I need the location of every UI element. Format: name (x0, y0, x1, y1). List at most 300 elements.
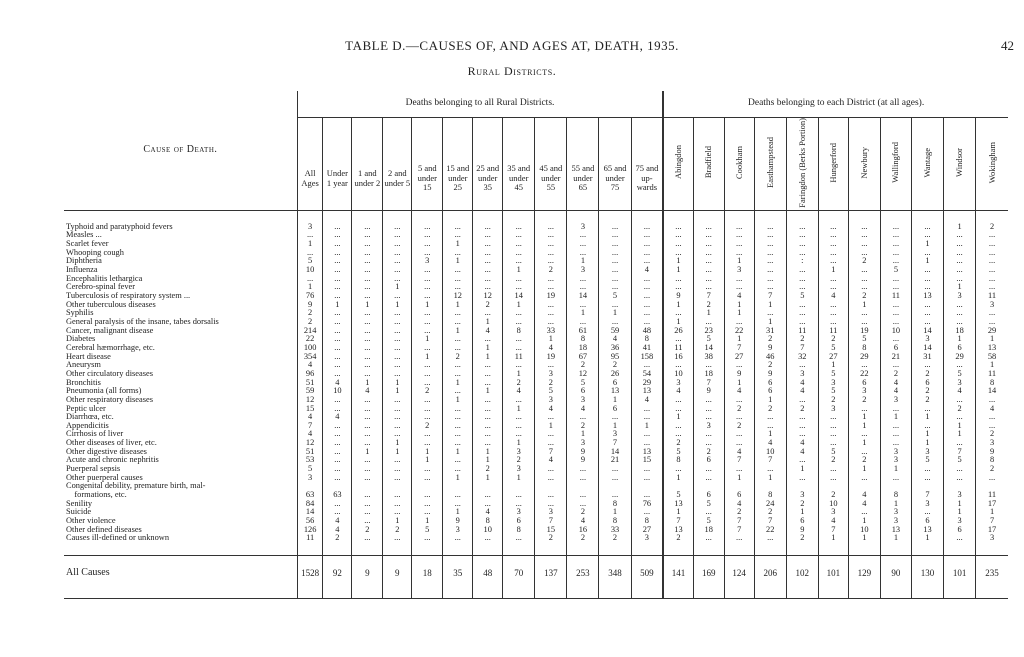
table-row (64, 430, 1008, 439)
table-cell: ... (880, 257, 911, 266)
table-cell: 13 (976, 344, 1008, 353)
table-cell: 3 (443, 526, 473, 535)
table-cell: 7 (754, 517, 786, 526)
table-cell: 1 (754, 396, 786, 405)
table-cell: ... (383, 223, 412, 232)
table-cell: 1 (383, 379, 412, 388)
table-cell: 24 (754, 500, 786, 509)
table-cell: ... (754, 534, 786, 543)
table-cell: 8 (599, 517, 631, 526)
table-cell: 2 (754, 361, 786, 370)
table-cell: 18 (693, 370, 724, 379)
table-cell: ... (473, 379, 503, 388)
table-cell: ... (911, 508, 943, 517)
table-cell: ... (443, 370, 473, 379)
table-cell: 7 (599, 439, 631, 448)
table-cell: 1 (599, 508, 631, 517)
table-cell: ... (631, 240, 663, 249)
table-cell: 2 (818, 335, 848, 344)
table-cell: 2 (818, 491, 848, 500)
spacer-cell (848, 543, 880, 556)
table-cell: 1 (412, 335, 443, 344)
table-cell: ... (754, 275, 786, 284)
table-cell: 2 (724, 422, 754, 431)
table-cell: ... (724, 275, 754, 284)
table-cell: 3 (911, 448, 943, 457)
table-cell: 12 (297, 439, 323, 448)
table-cell: 2 (323, 534, 352, 543)
table-cell: 2 (786, 534, 818, 543)
table-cell: ... (911, 301, 943, 310)
table-cell: ... (412, 396, 443, 405)
table-cell: 1 (443, 240, 473, 249)
table-cell: 1 (944, 422, 976, 431)
table-cell: 4 (323, 526, 352, 535)
table-cell: ... (503, 257, 535, 266)
table-cell: 56 (297, 517, 323, 526)
table-cell: 22 (754, 526, 786, 535)
table-cell: 29 (944, 353, 976, 362)
table-cell: 1 (724, 309, 754, 318)
table-cell: ... (818, 413, 848, 422)
table-cell: ... (412, 292, 443, 301)
table-cell: 1 (848, 465, 880, 474)
table-cell: 6 (944, 344, 976, 353)
table-cell: 21 (599, 456, 631, 465)
table-cell: 1 (503, 474, 535, 483)
table-cell: 4 (535, 405, 567, 414)
table-cell: ... (848, 240, 880, 249)
table-cell: ... (599, 491, 631, 500)
cause-label: Whooping cough (66, 248, 124, 257)
table-cell: 2 (911, 387, 943, 396)
spacer-cell (631, 210, 663, 223)
table-cell: ... (352, 534, 383, 543)
table-cell: 2 (724, 405, 754, 414)
table-cell: 8 (631, 335, 663, 344)
table-cell: ... (818, 249, 848, 258)
table-cell: 1 (848, 413, 880, 422)
table-cell: 3 (818, 405, 848, 414)
cause-label: Encephalitis lethargica (66, 274, 143, 283)
table-cell: ... (786, 430, 818, 439)
table-cell: 2 (412, 422, 443, 431)
table-cell: ... (383, 275, 412, 284)
table-cell: ... (880, 439, 911, 448)
table-cell: 9 (724, 370, 754, 379)
table-cell: ... (535, 491, 567, 500)
table-cell: 2 (976, 223, 1008, 232)
table-cell: 1 (443, 396, 473, 405)
cause-label: Cerebral hæmorrhage, etc. (66, 343, 155, 352)
table-cell: 1 (412, 353, 443, 362)
table-cell: ... (443, 283, 473, 292)
table-cell (412, 482, 443, 491)
table-cell: 2 (567, 508, 599, 517)
table-cell: 1 (724, 301, 754, 310)
table-cell: ... (473, 257, 503, 266)
table-cell: 5 (693, 335, 724, 344)
table-cell: ... (323, 500, 352, 509)
table-cell: ... (663, 309, 693, 318)
table-cell: 59 (297, 387, 323, 396)
table-cell: ... (412, 474, 443, 483)
table-cell: 2 (599, 534, 631, 543)
table-cell: ... (818, 257, 848, 266)
table-cell: ... (880, 301, 911, 310)
table-cell: ... (352, 318, 383, 327)
table-cell: 1 (724, 257, 754, 266)
table-cell: 1 (535, 422, 567, 431)
table-cell: ... (443, 422, 473, 431)
table-cell: ... (323, 361, 352, 370)
cause-label: Other respiratory diseases (66, 395, 153, 404)
table-cell: ... (352, 249, 383, 258)
table-row (64, 387, 1008, 396)
table-cell: 8 (567, 335, 599, 344)
table-row (64, 439, 1008, 448)
table-cell: 2 (535, 379, 567, 388)
table-cell: ... (724, 249, 754, 258)
table-cell: 8 (503, 526, 535, 535)
table-cell: ... (323, 439, 352, 448)
district-column-header: Bradfield (693, 117, 724, 210)
table-cell: 2 (693, 448, 724, 457)
table-cell: ... (503, 249, 535, 258)
cause-label: Congenital debility, premature birth, mal- (66, 482, 206, 491)
table-cell: ... (818, 301, 848, 310)
table-cell: 76 (631, 500, 663, 509)
spacer-cell (976, 210, 1008, 223)
table-cell: 4 (473, 508, 503, 517)
table-cell: 9 (693, 387, 724, 396)
table-cell: 3 (412, 257, 443, 266)
cause-label: General paralysis of the insane, tabes dorsalis (66, 317, 219, 326)
table-cell: ... (323, 275, 352, 284)
spacer-cell (724, 590, 754, 599)
table-cell: 35 (443, 556, 473, 591)
table-cell: 102 (786, 556, 818, 591)
table-cell: 2 (567, 361, 599, 370)
table-cell: 19 (535, 353, 567, 362)
table-cell: ... (724, 240, 754, 249)
table-cell: ... (631, 309, 663, 318)
table-cell: ... (443, 500, 473, 509)
table-cell: 90 (880, 556, 911, 591)
table-cell: ... (976, 266, 1008, 275)
cause-label: Aneurysm (66, 361, 101, 370)
table-cell: 9 (383, 556, 412, 591)
district-column-header: Faringdon (Berks Portion) (786, 117, 818, 210)
table-cell: ... (754, 266, 786, 275)
table-cell: 1 (503, 405, 535, 414)
table-cell (503, 482, 535, 491)
table-cell: ... (383, 370, 412, 379)
table-cell: 7 (693, 292, 724, 301)
table-cell: 18 (412, 556, 443, 591)
table-cell (323, 482, 352, 491)
table-cell: 13 (631, 387, 663, 396)
table-cell: 4 (535, 456, 567, 465)
table-cell: ... (631, 361, 663, 370)
age-column-header: 55 and under 65 (567, 117, 599, 210)
table-row (64, 517, 1008, 526)
table-cell: ... (786, 223, 818, 232)
table-cell: 1 (599, 396, 631, 405)
spacer-cell (297, 210, 323, 223)
table-cell: ... (443, 430, 473, 439)
table-row (64, 500, 1008, 509)
table-cell: ... (352, 353, 383, 362)
table-cell: 1 (323, 301, 352, 310)
table-cell: ... (693, 413, 724, 422)
spacer-cell (64, 210, 297, 223)
table-cell: 1 (911, 430, 943, 439)
table-cell: ... (818, 275, 848, 284)
table-cell: ... (383, 361, 412, 370)
table-cell: ... (631, 292, 663, 301)
table-cell: 5 (535, 387, 567, 396)
cause-label: Other circulatory diseases (66, 369, 153, 378)
table-cell: 15 (535, 526, 567, 535)
table-cell: 9 (754, 370, 786, 379)
cause-label: Tuberculosis of respiratory system ... (66, 291, 191, 300)
spacer-cell (754, 210, 786, 223)
table-cell: 7 (724, 526, 754, 535)
table-cell: ... (599, 240, 631, 249)
cause-label: Acute and chronic nephritis (66, 456, 159, 465)
table-cell: 6 (503, 517, 535, 526)
table-cell: ... (663, 361, 693, 370)
table-cell: ... (976, 283, 1008, 292)
table-cell: ... (944, 266, 976, 275)
table-cell: ... (976, 396, 1008, 405)
table-cell: 22 (848, 370, 880, 379)
table-cell: ... (352, 266, 383, 275)
table-cell: 3 (663, 379, 693, 388)
table-cell: 10 (818, 500, 848, 509)
table-cell: 2 (818, 396, 848, 405)
table-cell: ... (567, 301, 599, 310)
spacer-cell (323, 590, 352, 599)
table-cell: ... (443, 335, 473, 344)
table-cell: ... (599, 474, 631, 483)
table-cell: 7 (976, 517, 1008, 526)
table-cell: ... (880, 231, 911, 240)
table-cell: ... (599, 318, 631, 327)
table-cell: 7 (535, 517, 567, 526)
table-cell: ... (323, 508, 352, 517)
table-cell: 1 (599, 422, 631, 431)
table-cell: 1 (663, 266, 693, 275)
table-cell: ... (567, 474, 599, 483)
table-cell: ... (473, 283, 503, 292)
table-cell: ... (693, 465, 724, 474)
table-cell: ... (383, 405, 412, 414)
table-row (64, 474, 1008, 483)
table-cell: ... (383, 292, 412, 301)
table-cell: ... (503, 344, 535, 353)
spacer-cell (976, 590, 1008, 599)
table-cell: ... (911, 309, 943, 318)
table-cell: ... (880, 405, 911, 414)
table-cell: ... (786, 456, 818, 465)
table-cell: 169 (693, 556, 724, 591)
table-cell: 12 (297, 396, 323, 405)
table-cell: ... (818, 223, 848, 232)
spacer-cell (64, 590, 297, 599)
table-cell: ... (754, 257, 786, 266)
table-cell: ... (663, 275, 693, 284)
spacer-cell (535, 210, 567, 223)
table-cell: ... (352, 344, 383, 353)
table-row (64, 240, 1008, 249)
spacer-cell (503, 543, 535, 556)
group-all-districts: Deaths belonging to all Rural Districts. (297, 91, 663, 117)
table-cell: 2 (848, 396, 880, 405)
table-cell: 32 (786, 353, 818, 362)
table-cell: ... (443, 413, 473, 422)
table-cell: ... (567, 413, 599, 422)
table-row (64, 266, 1008, 275)
table-cell: 8 (631, 517, 663, 526)
table-row (64, 249, 1008, 258)
cause-label: Other violence (66, 517, 116, 526)
table-cell: 22 (297, 335, 323, 344)
table-cell: 2 (786, 405, 818, 414)
table-cell: ... (663, 465, 693, 474)
table-cell: ... (663, 396, 693, 405)
spacer-cell (412, 210, 443, 223)
table-cell: 9 (567, 456, 599, 465)
table-cell: 67 (567, 353, 599, 362)
table-cell: ... (352, 292, 383, 301)
table-cell: ... (786, 309, 818, 318)
table-cell: ... (352, 257, 383, 266)
cause-label: Appendicitis (66, 421, 109, 430)
spacer-cell (944, 210, 976, 223)
table-cell: ... (323, 292, 352, 301)
table-cell: 1 (754, 318, 786, 327)
table-cell: 2 (535, 534, 567, 543)
table-cell: ... (786, 275, 818, 284)
table-cell: 70 (503, 556, 535, 591)
spacer-cell (323, 210, 352, 223)
table-cell: 4 (567, 405, 599, 414)
table-cell: 1 (663, 474, 693, 483)
table-cell: 38 (693, 353, 724, 362)
table-cell: 4 (724, 500, 754, 509)
table-cell: 3 (848, 387, 880, 396)
table-cell: ... (944, 231, 976, 240)
table-cell: 6 (599, 379, 631, 388)
table-cell: 12 (443, 292, 473, 301)
table-cell: 2 (535, 266, 567, 275)
spacer-cell (693, 590, 724, 599)
table-cell: ... (631, 249, 663, 258)
table-cell: ... (323, 223, 352, 232)
table-cell: ... (323, 344, 352, 353)
table-cell: ... (567, 249, 599, 258)
table-cell: 11 (503, 353, 535, 362)
cause-label: Syphilis (66, 309, 94, 318)
table-cell: ... (352, 517, 383, 526)
table-cell: ... (473, 223, 503, 232)
table-cell: ... (818, 231, 848, 240)
table-cell: 11 (976, 370, 1008, 379)
table-cell (443, 482, 473, 491)
table-row (64, 413, 1008, 422)
spacer-cell (567, 210, 599, 223)
table-cell: ... (443, 456, 473, 465)
age-column-header: 2 and under 5 (383, 117, 412, 210)
table-cell: ... (599, 283, 631, 292)
table-cell: 10 (323, 387, 352, 396)
table-row (64, 275, 1008, 284)
table-cell: 3 (880, 456, 911, 465)
table-cell: ... (383, 353, 412, 362)
table-cell: 16 (663, 353, 693, 362)
table-cell: 6 (754, 379, 786, 388)
table-cell: ... (352, 465, 383, 474)
spacer-cell (880, 543, 911, 556)
table-cell: ... (693, 474, 724, 483)
table-cell: ... (412, 534, 443, 543)
spacer-cell (663, 210, 693, 223)
spacer-cell (535, 590, 567, 599)
table-cell: 1 (473, 318, 503, 327)
table-cell: 27 (724, 353, 754, 362)
table-cell: 3 (880, 448, 911, 457)
table-cell: 17 (976, 526, 1008, 535)
table-cell: 11 (786, 327, 818, 336)
table-cell: 7 (724, 517, 754, 526)
table-cell: ... (352, 474, 383, 483)
table-cell: ... (599, 223, 631, 232)
spacer-cell (535, 543, 567, 556)
table-cell: ... (599, 257, 631, 266)
table-row (64, 405, 1008, 414)
table-cell: 1 (473, 344, 503, 353)
table-cell: ... (323, 283, 352, 292)
spacer-cell (567, 543, 599, 556)
table-cell: ... (754, 240, 786, 249)
table-cell: ... (323, 396, 352, 405)
table-cell: ... (567, 283, 599, 292)
table-cell: ... (443, 491, 473, 500)
table-cell: ... (944, 240, 976, 249)
table-cell (473, 482, 503, 491)
table-cell: 8 (880, 491, 911, 500)
table-cell: ... (352, 405, 383, 414)
table-cell: 22 (724, 327, 754, 336)
table-cell: 6 (693, 491, 724, 500)
table-cell: 1 (944, 335, 976, 344)
table-cell: ... (848, 223, 880, 232)
table-cell: ... (944, 301, 976, 310)
table-cell: ... (848, 318, 880, 327)
table-cell: 14 (911, 327, 943, 336)
table-cell: ... (631, 508, 663, 517)
table-cell: ... (693, 266, 724, 275)
table-cell: 3 (880, 517, 911, 526)
table-cell: ... (412, 249, 443, 258)
table-cell: ... (818, 309, 848, 318)
spacer-cell (786, 590, 818, 599)
table-cell: 6 (567, 387, 599, 396)
table-cell: 1 (818, 266, 848, 275)
table-cell: 1 (944, 283, 976, 292)
